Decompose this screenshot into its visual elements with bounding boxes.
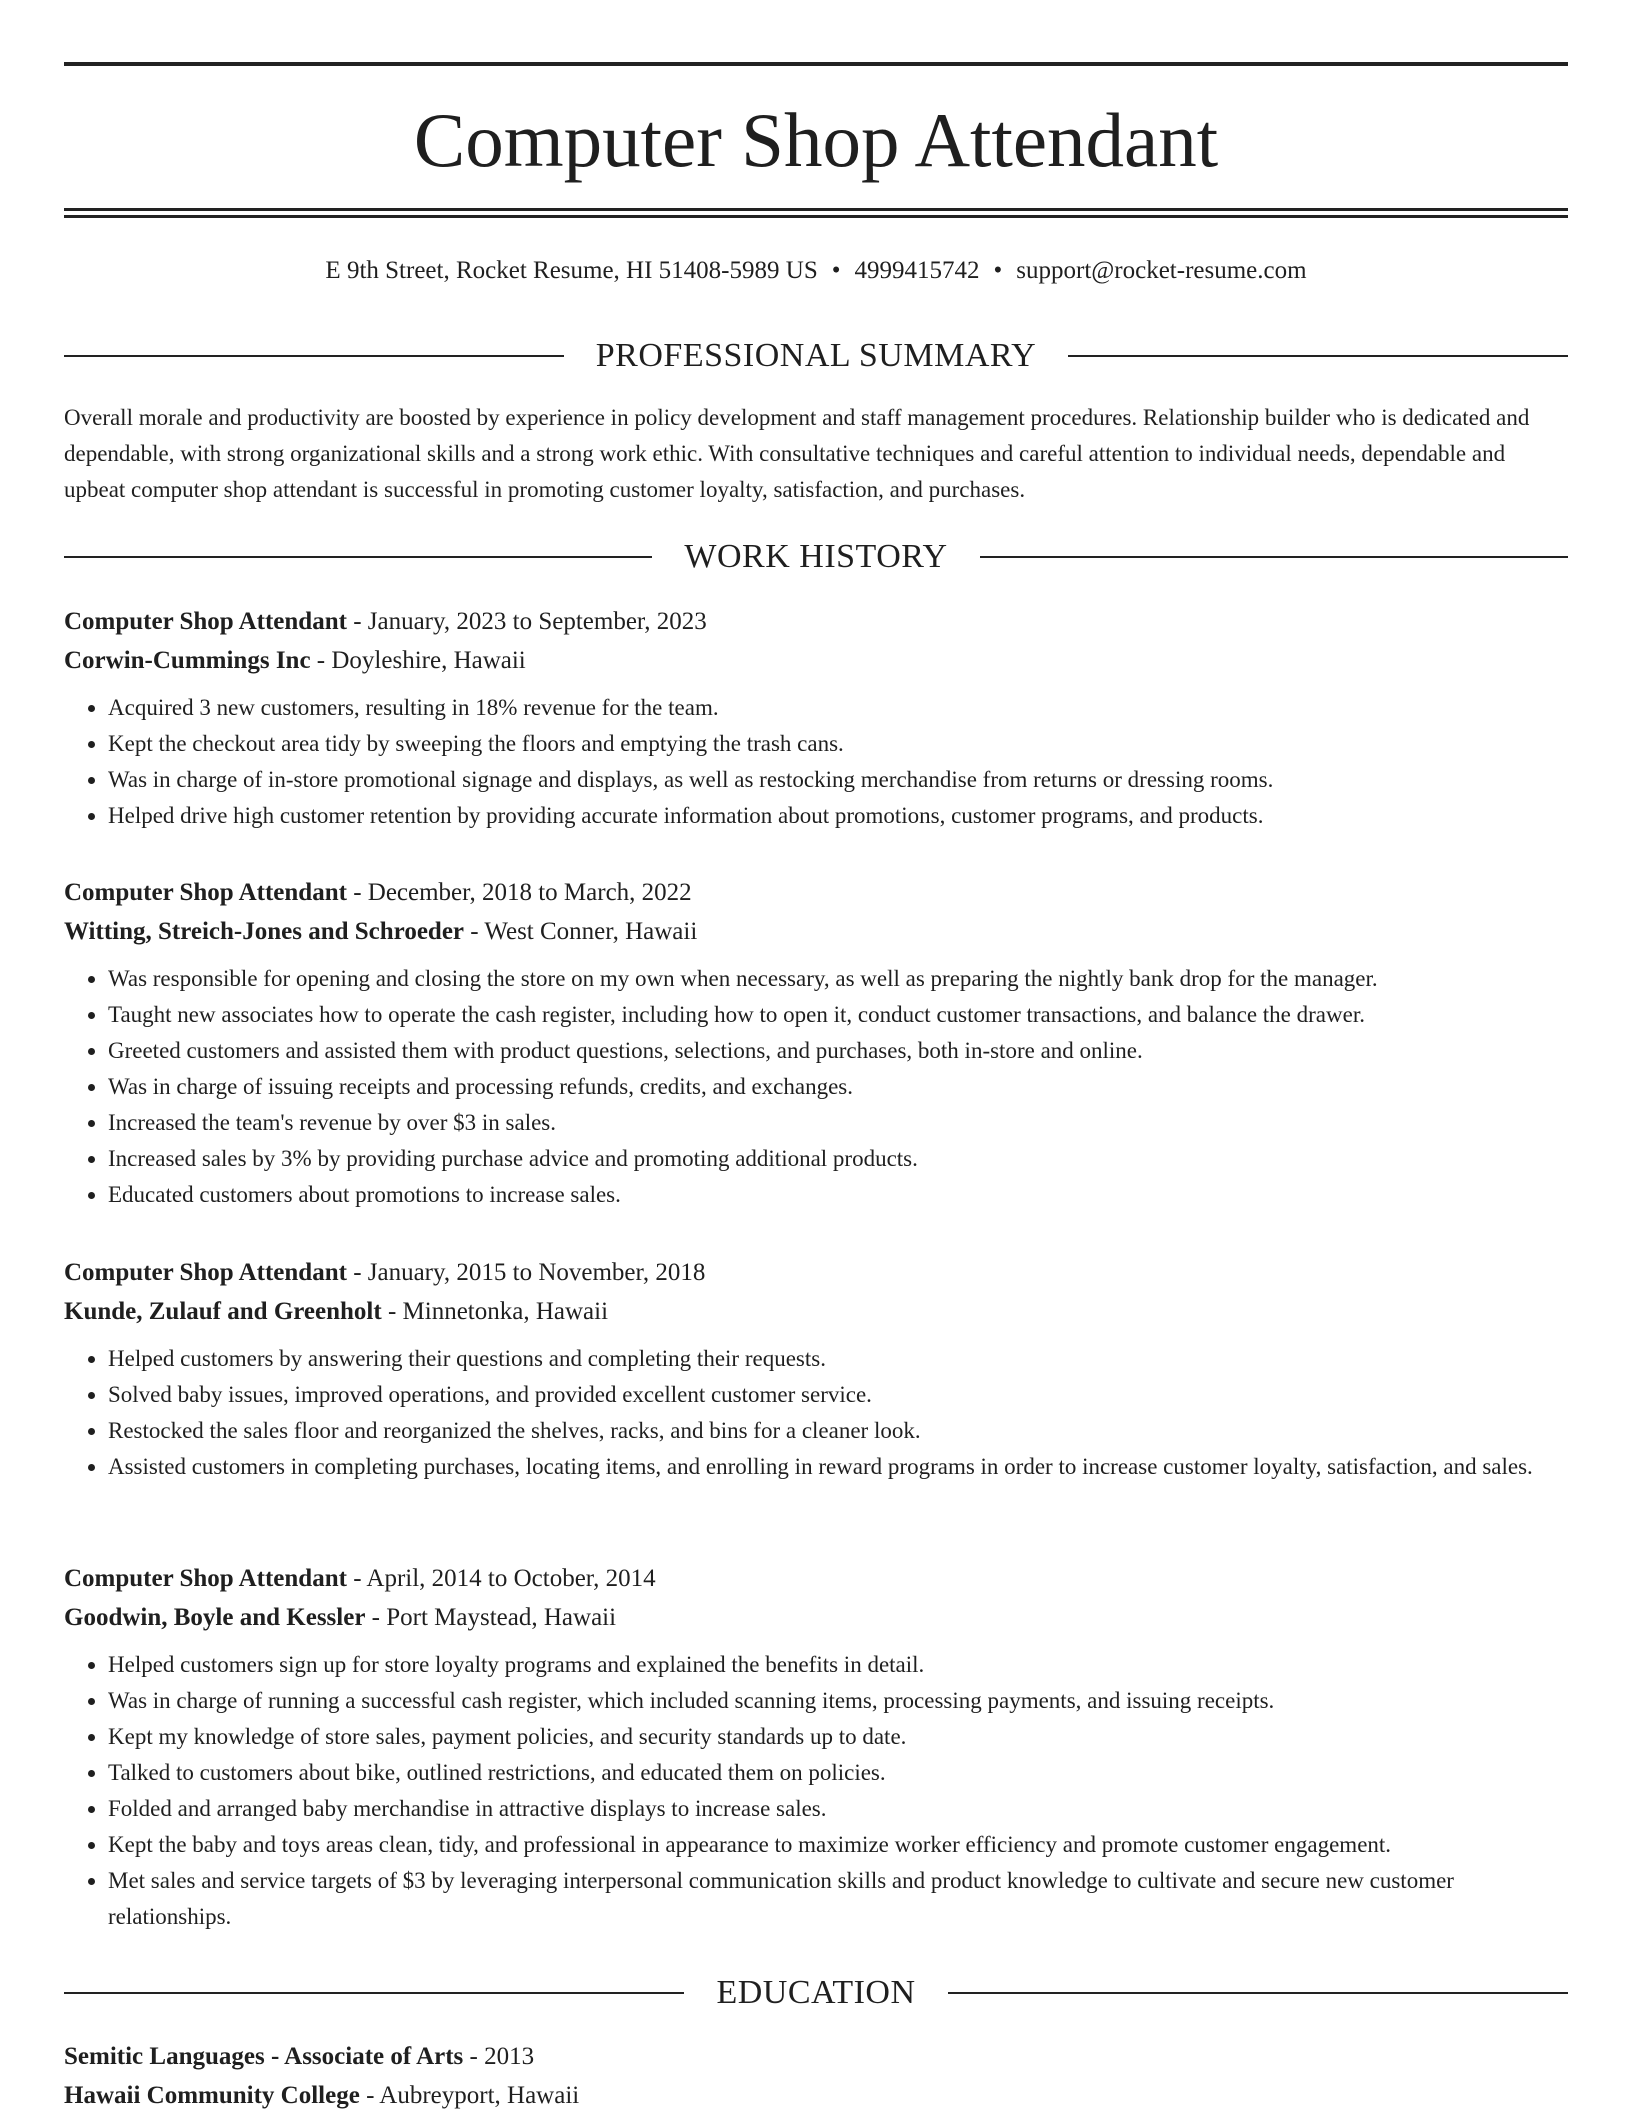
section-title: EDUCATION: [716, 1974, 916, 2011]
job-company-line: [64, 641, 1568, 680]
contact-line: [64, 253, 1568, 289]
list-item: • Helped customers sign up for store loyalty programs and explained the benefits in detail.: [108, 1647, 1568, 1683]
list-item: • Kept my knowledge of store sales, payment policies, and security standards up to date.: [108, 1719, 1568, 1755]
list-item: • Was in charge of running a successful cash register, which included scanning items, processing payments, and issuing receipts.: [108, 1683, 1568, 1719]
list-item: • Kept the checkout area tidy by sweeping the floors and emptying the trash cans.: [108, 726, 1568, 762]
section-rule-left: [64, 355, 564, 357]
list-item: • Taught new associates how to operate the cash register, including how to open it, conduct customer transactions, and balance the drawer.: [108, 997, 1568, 1033]
job-title: Computer Shop Attendant: [64, 1565, 347, 1592]
list-item: • Helped customers by answering their questions and completing their requests.: [108, 1341, 1568, 1377]
list-item: • Educated customers about promotions to increase sales.: [108, 1177, 1568, 1213]
list-item: • Increased the team's revenue by over $3 in sales.: [108, 1105, 1568, 1141]
job-company: Witting, Streich-Jones and Schroeder: [64, 918, 465, 945]
summary-text: Overall morale and productivity are boosted by experience in policy development and staff management procedures. Relationship builder who is dedicated and dependable, with strong organizational skills and a strong work ethic. With consultative techniques and careful attention to individual needs, dependable and upbeat computer shop attendant is successful in promoting customer loyalty, satisfaction, and purchases.: [64, 405, 1530, 502]
job-location: - Doyleshire, Hawaii: [310, 647, 526, 674]
job-title: Computer Shop Attendant: [64, 1259, 347, 1286]
list-item: • Met sales and service targets of $3 by leveraging interpersonal communication skills and product knowledge to cultivate and secure new customer relationships.: [108, 1863, 1568, 1935]
job-title-line: [64, 1559, 1568, 1598]
list-item: • Kept the baby and toys areas clean, tidy, and professional in appearance to maximize worker efficiency and promote customer engagement.: [108, 1827, 1568, 1863]
job-location: - West Conner, Hawaii: [464, 918, 698, 945]
section-rule-left: [64, 556, 652, 558]
section-header-education: [64, 1971, 1568, 2015]
job-company-line: [64, 912, 1568, 951]
section-title: WORK HISTORY: [684, 538, 948, 575]
section-header-work: [64, 535, 1568, 579]
section-rule-right: [948, 1992, 1568, 1994]
job-title: Computer Shop Attendant: [64, 879, 347, 906]
title-rule-upper: [64, 208, 1568, 211]
list-item: • Helped drive high customer retention by providing accurate information about promotions, customer programs, and products.: [108, 798, 1568, 834]
education-degree-line: [64, 2037, 1568, 2076]
job-title-line: [64, 1253, 1568, 1292]
section-header-summary: [64, 334, 1568, 378]
section-rule-left: [64, 1992, 684, 1994]
job-entry: [64, 873, 1568, 1213]
section-title: PROFESSIONAL SUMMARY: [595, 337, 1037, 374]
job-entry: [64, 1559, 1568, 1935]
section-rule-right: [1068, 355, 1568, 357]
job-entry: [64, 602, 1568, 834]
job-dates: - January, 2023 to September, 2023: [346, 608, 707, 635]
job-entry: [64, 1253, 1568, 1485]
job-bullets: [64, 690, 1568, 834]
list-item: • Talked to customers about bike, outlined restrictions, and educated them on policies.: [108, 1755, 1568, 1791]
job-company-line: [64, 1292, 1568, 1331]
title-rule-lower: [64, 215, 1568, 218]
contact-phone: 4999415742: [854, 257, 980, 284]
job-bullets: [64, 1341, 1568, 1485]
job-title: Computer Shop Attendant: [64, 608, 347, 635]
job-dates: - April, 2014 to October, 2014: [346, 1565, 656, 1592]
list-item: • Was responsible for opening and closing the store on my own when necessary, as well as preparing the nightly bank drop for the manager.: [108, 961, 1568, 997]
education-school: Hawaii Community College: [64, 2082, 360, 2109]
education-degree: Semitic Languages - Associate of Arts: [64, 2043, 464, 2070]
job-company: Corwin-Cummings Inc: [64, 647, 311, 674]
list-item: • Greeted customers and assisted them with product questions, selections, and purchases, both in-store and online.: [108, 1033, 1568, 1069]
contact-address: E 9th Street, Rocket Resume, HI 51408-5989 US: [325, 257, 818, 284]
contact-email: support@rocket-resume.com: [1016, 257, 1307, 284]
list-item: • Solved baby issues, improved operations, and provided excellent customer service.: [108, 1377, 1568, 1413]
contact-separator: •: [831, 257, 841, 284]
education-location: - Aubreyport, Hawaii: [359, 2082, 580, 2109]
job-bullets: [64, 1647, 1568, 1935]
education-school-line: [64, 2076, 1568, 2115]
list-item: • Folded and arranged baby merchandise in attractive displays to increase sales.: [108, 1791, 1568, 1827]
job-dates: - January, 2015 to November, 2018: [346, 1259, 706, 1286]
list-item: • Acquired 3 new customers, resulting in 18% revenue for the team.: [108, 690, 1568, 726]
list-item: • Was in charge of issuing receipts and processing refunds, credits, and exchanges.: [108, 1069, 1568, 1105]
list-item: • Restocked the sales floor and reorganized the shelves, racks, and bins for a cleaner look.: [108, 1413, 1568, 1449]
job-bullets: [64, 961, 1568, 1213]
education-year: - 2013: [463, 2043, 535, 2070]
top-rule: [64, 62, 1568, 66]
contact-separator: •: [993, 257, 1003, 284]
education-entry: [64, 2037, 1568, 2115]
list-item: • Assisted customers in completing purchases, locating items, and enrolling in reward programs in order to increase customer loyalty, satisfaction, and sales.: [108, 1449, 1568, 1485]
section-rule-right: [980, 556, 1568, 558]
job-title-line: [64, 873, 1568, 912]
job-location: - Minnetonka, Hawaii: [381, 1298, 609, 1325]
list-item: • Increased sales by 3% by providing purchase advice and promoting additional products.: [108, 1141, 1568, 1177]
job-company: Kunde, Zulauf and Greenholt: [64, 1298, 382, 1325]
job-company: Goodwin, Boyle and Kessler: [64, 1604, 366, 1631]
list-item: • Was in charge of in-store promotional signage and displays, as well as restocking merchandise from returns or dressing rooms.: [108, 762, 1568, 798]
job-company-line: [64, 1598, 1568, 1637]
job-title-line: [64, 602, 1568, 641]
job-dates: - December, 2018 to March, 2022: [346, 879, 692, 906]
page-title: Computer Shop Attendant: [413, 97, 1219, 183]
job-location: - Port Maystead, Hawaii: [365, 1604, 617, 1631]
